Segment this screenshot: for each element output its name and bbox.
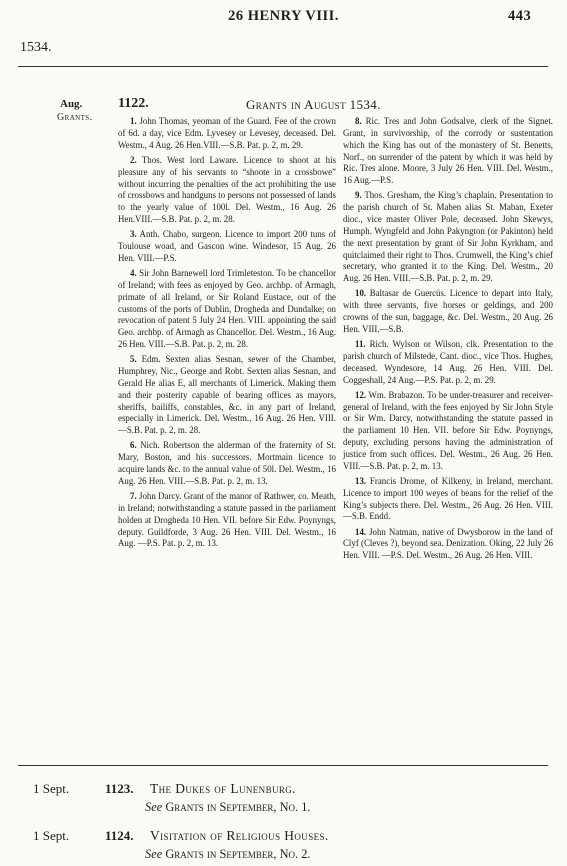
- grant-item: [343, 339, 553, 386]
- grant-number: 4.: [130, 268, 137, 279]
- grant-item: [118, 354, 336, 437]
- grant-number: 8.: [355, 116, 362, 126]
- right-column: [343, 116, 553, 565]
- grant-number: 14.: [355, 526, 367, 537]
- grant-text: Thos. West lord Laware. Licence to shoot at his pleasure any of his servants to “shoote in a crossbowe” without incurring the penalties of the act prohibiting the use of crossbows and handguns to persons not possessed of lands to the yearly value of 100l. Del. Westm., 16 Aug. 26 Hen.VIII.—S.B. Pat. p. 2, m. 28.: [118, 154, 336, 225]
- section-label: Grants.: [57, 112, 93, 123]
- grant-text: Thos. Gresham, the King’s chaplain. Presentation to the parish church of St. Maben alias St. Maban, Exeter dioc., vice master Oliver Pole, deceased. John Skewys, Humph. Wyngfeld and John Pakyngton (or Pakinton) held the next presentation by grant of Sir John Kyrkham, and quitclaimed their right to Thos. Crumwell, the King’s chief secretary, who granted it to the King. Del. Westm., 20 Aug. 26 Hen. VIII.—S.B. Pat. p. 2, m. 29.: [343, 190, 553, 284]
- grant-item: [118, 116, 336, 152]
- year-label: 1534.: [20, 40, 52, 55]
- entry-date-1124: 1 Sept.: [33, 828, 70, 843]
- grant-number: 3.: [130, 229, 137, 240]
- see-reference-1123: See Grants in September, No. 1.: [145, 800, 311, 814]
- grant-item: [343, 476, 553, 523]
- grant-number: 9.: [355, 190, 362, 201]
- grant-item: [343, 527, 553, 563]
- grant-item: [343, 190, 553, 285]
- grant-item: [118, 440, 336, 487]
- grant-item: [343, 390, 553, 473]
- see-reference-1124: See Grants in September, No. 2.: [145, 847, 311, 861]
- bottom-rule: [18, 765, 548, 766]
- entry-number-1124: 1124.: [105, 828, 134, 843]
- grant-text: Nich. Robertson the alderman of the fraternity of St. Mary, Boston, and his successors. Mortmain licence to acquire lands &c. to the annual value of 50l. Del. Westm., 16 Aug. 26 Hen. VIII.—S.B. Pat. p. 2, m. 13.: [118, 440, 336, 486]
- grant-text: Francis Drome, of Kilkeny, in Ireland, merchant. Licence to import 100 weyes of beans for the relief of the King’s subjects there. Del. Westm., 26 Aug. 26 Hen. VIII.—S.B. Endd.: [343, 475, 553, 522]
- grant-number: 12.: [355, 389, 367, 400]
- grant-number: 7.: [130, 491, 137, 502]
- grant-text: John Darcy. Grant of the manor of Rathwer, co. Meath, in Ireland; notwithstanding a statute passed in the parliament holden at Drogheda 10 Hen. VII. before Sir Edw. Poynyngs, deputy. Guildforde, 3 Aug. 26 Hen. VIII. Del. Westm., 16 Aug. —P.S. Pat. p. 2, m. 13.: [118, 491, 337, 549]
- month-label: Aug.: [60, 98, 83, 110]
- grant-text: Sir John Barnewell lord Trimleteston. To be chancellor of Ireland; with fees as enjoyed by Geo. archbp. of Armagh, primate of all Ireland, or Sir Roland Eustace, out of the customs of the ports of Dublin, Drogheda and Dundalke; on revocation of patent 5 July 24 Hen. VIII. appointing the said Geo. archbp. of Armagh as Chancellor. Del. Westm., 16 Aug. 26 Hen. VIII.—S.B. Pat. p. 2, m. 28.: [118, 268, 336, 350]
- grant-text: Rich. Wylson or Wilson, clk. Presentation to the parish church of Milstede, Cant. dioc., vice Thos. Hughes, deceased. Wyndesore, 14 Aug. 26 Hen. VIII. Del. Coggeshall, 24 Aug.—P.S. Pat. p. 2, m. 29.: [343, 339, 553, 385]
- grant-number: 11.: [355, 339, 366, 350]
- grant-item: [118, 229, 336, 265]
- grant-text: Baltasar de Guercüs. Licence to depart into Italy, with three servants, five horses or geldings, and 200 crowns of the sun, baggage, &c. Del. Westm., 20 Aug. 26 Hen. VIII.—S.B.: [343, 288, 554, 334]
- grant-text: Anth. Chabo, surgeon. Licence to import 200 tuns of Toulouse woad, and Gascon wine. Windesor, 15 Aug. 26 Hen. VIII.—P.S.: [118, 229, 337, 263]
- grant-item: [118, 155, 336, 226]
- grant-text: Edm. Sexten alias Sesnan, sewer of the Chamber, Humphrey, Nic., George and Robt. Sexten alias Sesnan, and Gerald He alias E, all merchants of Limerick. Making them and their posterity capable of bearing offices as mayors, sheriffs, bailiffs, constables, &c. in any part of Ireland, especially in Limerick. Del. Westm., 16 Aug. 26 Hen. VIII.—S.B. Pat. p. 2, m. 28.: [118, 354, 336, 436]
- grant-number: 2.: [130, 154, 137, 165]
- grant-number: 5.: [130, 354, 137, 365]
- left-column: [118, 116, 336, 554]
- entry-title-1122: Grants in August 1534.: [246, 97, 381, 112]
- entry-number-1123: 1123.: [105, 781, 134, 796]
- grant-item: [118, 268, 336, 351]
- grant-text: Wm. Brabazon. To be under-treasurer and receiver-general of Ireland, with the fees enjoyed by Sir John Style or Sir Wm. Darcy, notwithstanding the statute passed in the parliament 10 Hen. VII. before Sir Edw. Poynyngs, deputy, excluding persons having the administration of justice from such offices. Del. Westm., 26 Aug. 26 Hen. VIII.—S.B. Pat. p. 2, m. 13.: [343, 389, 553, 471]
- grant-text: John Thomas, yeoman of the Guard. Fee of the crown of 6d. a day, vice Edm. Lyvesey or Levesey, deceased. Del. Westm., 4 Aug. 26 Hen.VIII.—S.B. Pat. p. 2, m. 29.: [118, 116, 336, 150]
- grant-item: [118, 491, 336, 550]
- grant-number: 6.: [130, 440, 137, 451]
- grant-text: Ric. Tres and John Godsalve, clerk of the Signet. Grant, in survivorship, of the corrody or sustentation which the King has out of the monastery of St. Benetts, Norf., on surrender of the patent by which it was held by Ric. Tres alone. Moore, 3 July 26 Hen. VIII. Del. Westm., 16 Aug.—P.S.: [343, 116, 554, 186]
- entry-number-1122: 1122.: [118, 96, 149, 111]
- page-number: 443: [508, 8, 532, 24]
- running-title: 26 HENRY VIII.: [228, 8, 339, 24]
- grant-number: 13.: [355, 475, 367, 486]
- grant-text: John Natman, native of Dwysborow in the land of Clyf (Cleves ?), beyond sea. Denization. Oking, 22 July 26 Hen. VIII. —P.S. Del. Westm., 26 Aug. 26 Hen. VIII.: [343, 526, 554, 561]
- entry-title-1123: The Dukes of Lunenburg.: [150, 781, 296, 796]
- entry-title-1124: Visitation of Religious Houses.: [150, 828, 329, 843]
- grant-number: 10.: [355, 288, 367, 299]
- entry-date-1123: 1 Sept.: [33, 781, 70, 796]
- grant-item: [343, 288, 553, 335]
- grant-item: [343, 116, 553, 187]
- grant-number: 1.: [130, 116, 137, 126]
- top-rule: [18, 66, 548, 67]
